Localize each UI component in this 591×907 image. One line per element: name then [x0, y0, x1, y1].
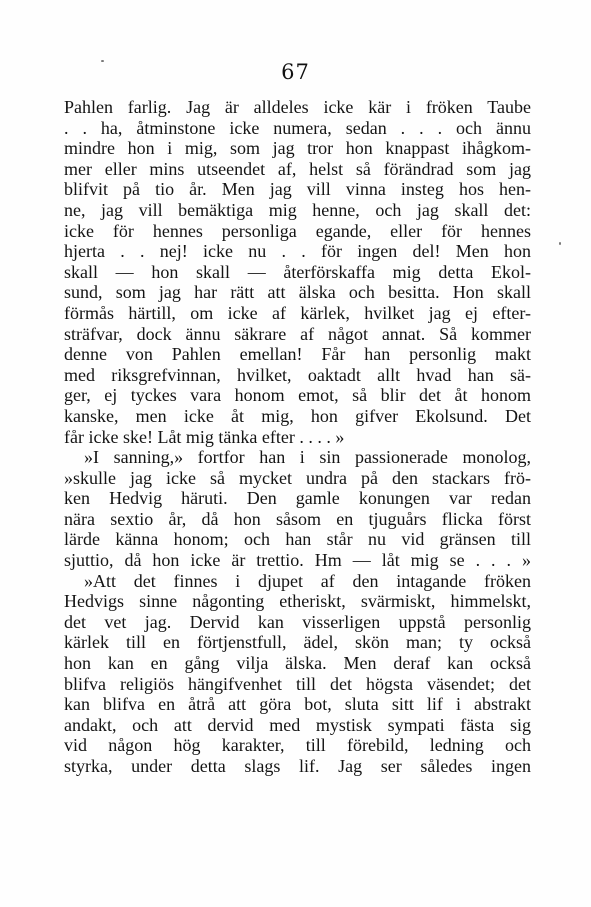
text-line: kanske, men icke åt mig, hon gifver Ekolsund. Det [64, 405, 531, 426]
text-line: nära sextio år, då hon såsom en tjuguårs flicka först [64, 508, 531, 529]
text-line: skall — hon skall — återförskaffa mig detta Ekol- [64, 261, 531, 282]
paper-speck [559, 242, 561, 245]
text-line: det vet jag. Dervid kan visserligen uppstå personlig [64, 611, 531, 632]
text-line: Pahlen farlig. Jag är alldeles icke kär i fröken Taube [64, 97, 531, 117]
text-line: »skulle jag icke så mycket undra på den stackars frö- [64, 467, 531, 488]
text-line: Hedvigs sinne någonting etheriskt, svärmiskt, himmelskt, [64, 591, 531, 612]
text-line: icke för hennes personliga egande, eller för hennes [64, 220, 531, 241]
text-line: vid någon hög karakter, till förebild, ledning och [64, 735, 531, 756]
text-line: mer eller mins utseendet af, helst så förändrad som jag [64, 158, 531, 179]
text-line: . . ha, åtminstone icke numera, sedan . . . och ännu [64, 117, 531, 138]
text-line: ken Hedvig häruti. Den gamle konungen var redan [64, 488, 531, 509]
text-line: styrka, under detta slags lif. Jag ser således ingen [64, 756, 531, 776]
text-line: sträfvar, dock ännu säkrare af något annat. Så kommer [64, 323, 531, 344]
text-line: med riksgrefvinnan, hvilket, oaktadt allt hvad han sä- [64, 364, 531, 385]
text-line: kan blifva en åtrå att göra bot, sluta sitt lif i abstrakt [64, 694, 531, 715]
text-line: sjuttio, då hon icke är trettio. Hm — låt mig se . . . » [64, 550, 531, 571]
text-line: blifva religiös hängifvenhet till det högsta väsendet; det [64, 673, 531, 694]
page-number: 67 [281, 60, 310, 84]
text-line: kärlek till en förtjenstfull, ädel, skön man; ty också [64, 632, 531, 653]
text-line: lärde känna honom; och han står nu vid gränsen till [64, 529, 531, 550]
text-line: ne, jag vill bemäktiga mig henne, och jag skall det: [64, 199, 531, 220]
text-line: denne von Pahlen emellan! Får han personlig makt [64, 344, 531, 365]
text-line: blifvit på tio år. Men jag vill vinna insteg hos hen- [64, 179, 531, 200]
text-line: får icke ske! Låt mig tänka efter . . . . » [64, 426, 345, 447]
text-line: sund, som jag har rätt att älska och besitta. Hon skall [64, 282, 531, 303]
text-line: hon kan en gång vilja älska. Men deraf kan också [64, 653, 531, 674]
text-line: mindre hon i mig, som jag tror hon knappast ihågkom- [64, 138, 531, 159]
text-line: ger, ej tyckes vara honom emot, så blir det åt honom [64, 385, 531, 406]
text-line: hjerta . . nej! icke nu . . för ingen del! Men hon [64, 241, 531, 262]
body-text [64, 97, 531, 777]
text-line: förmås härtill, om icke af kärlek, hvilket jag ej efter- [64, 302, 531, 323]
text-line: »I sanning,» fortfor han i sin passionerade monolog, [84, 447, 531, 468]
paper-speck [101, 60, 104, 62]
text-line: »Att det finnes i djupet af den intagande fröken [84, 570, 531, 591]
text-line: andakt, och att dervid med mystisk sympati fästa sig [64, 714, 531, 735]
